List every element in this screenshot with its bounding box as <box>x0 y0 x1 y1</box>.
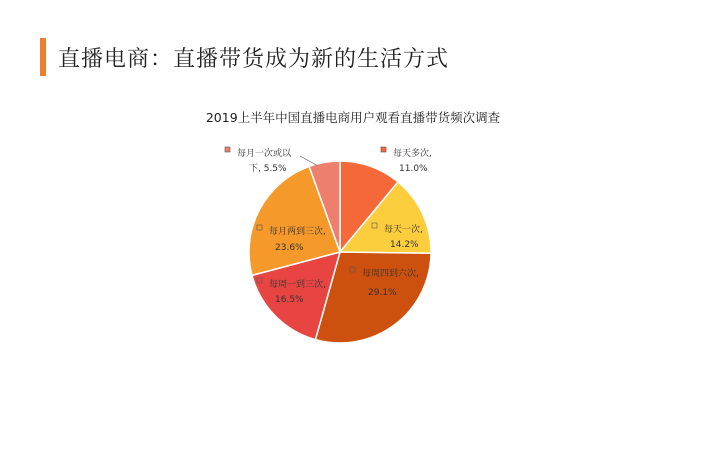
slice-label-marker <box>372 223 377 228</box>
chart-title: 2019上半年中国直播电商用户观看直播带货频次调查 <box>205 110 501 125</box>
slice-value-label: 下, 5.5% <box>249 164 287 174</box>
slice-value-label: 14.2% <box>390 240 419 250</box>
slice-value-label: 23.6% <box>275 243 304 253</box>
slice-name-label: 每天一次, <box>384 225 423 235</box>
slice-label-marker <box>257 278 262 283</box>
slice-name-label: 每月一次或以 <box>237 149 292 159</box>
slice-value-label: 11.0% <box>399 164 428 174</box>
slice-value-label: 16.5% <box>275 295 304 305</box>
slice-name-label: 每周一到三次, <box>269 280 326 290</box>
leader-line <box>300 156 318 166</box>
slice-name-label: 每周四到六次, <box>362 269 419 279</box>
slice-value-label: 29.1% <box>368 288 397 298</box>
slice-name-label: 每天多次, <box>393 149 432 159</box>
slice-label-marker <box>257 225 262 230</box>
slice-name-label: 每月两到三次, <box>269 227 326 237</box>
slice-label-marker <box>381 147 386 152</box>
slide-title: 直播电商：直播带货成为新的生活方式 <box>58 46 450 72</box>
slice-label-marker <box>350 267 355 272</box>
slice-label-marker <box>225 147 230 152</box>
